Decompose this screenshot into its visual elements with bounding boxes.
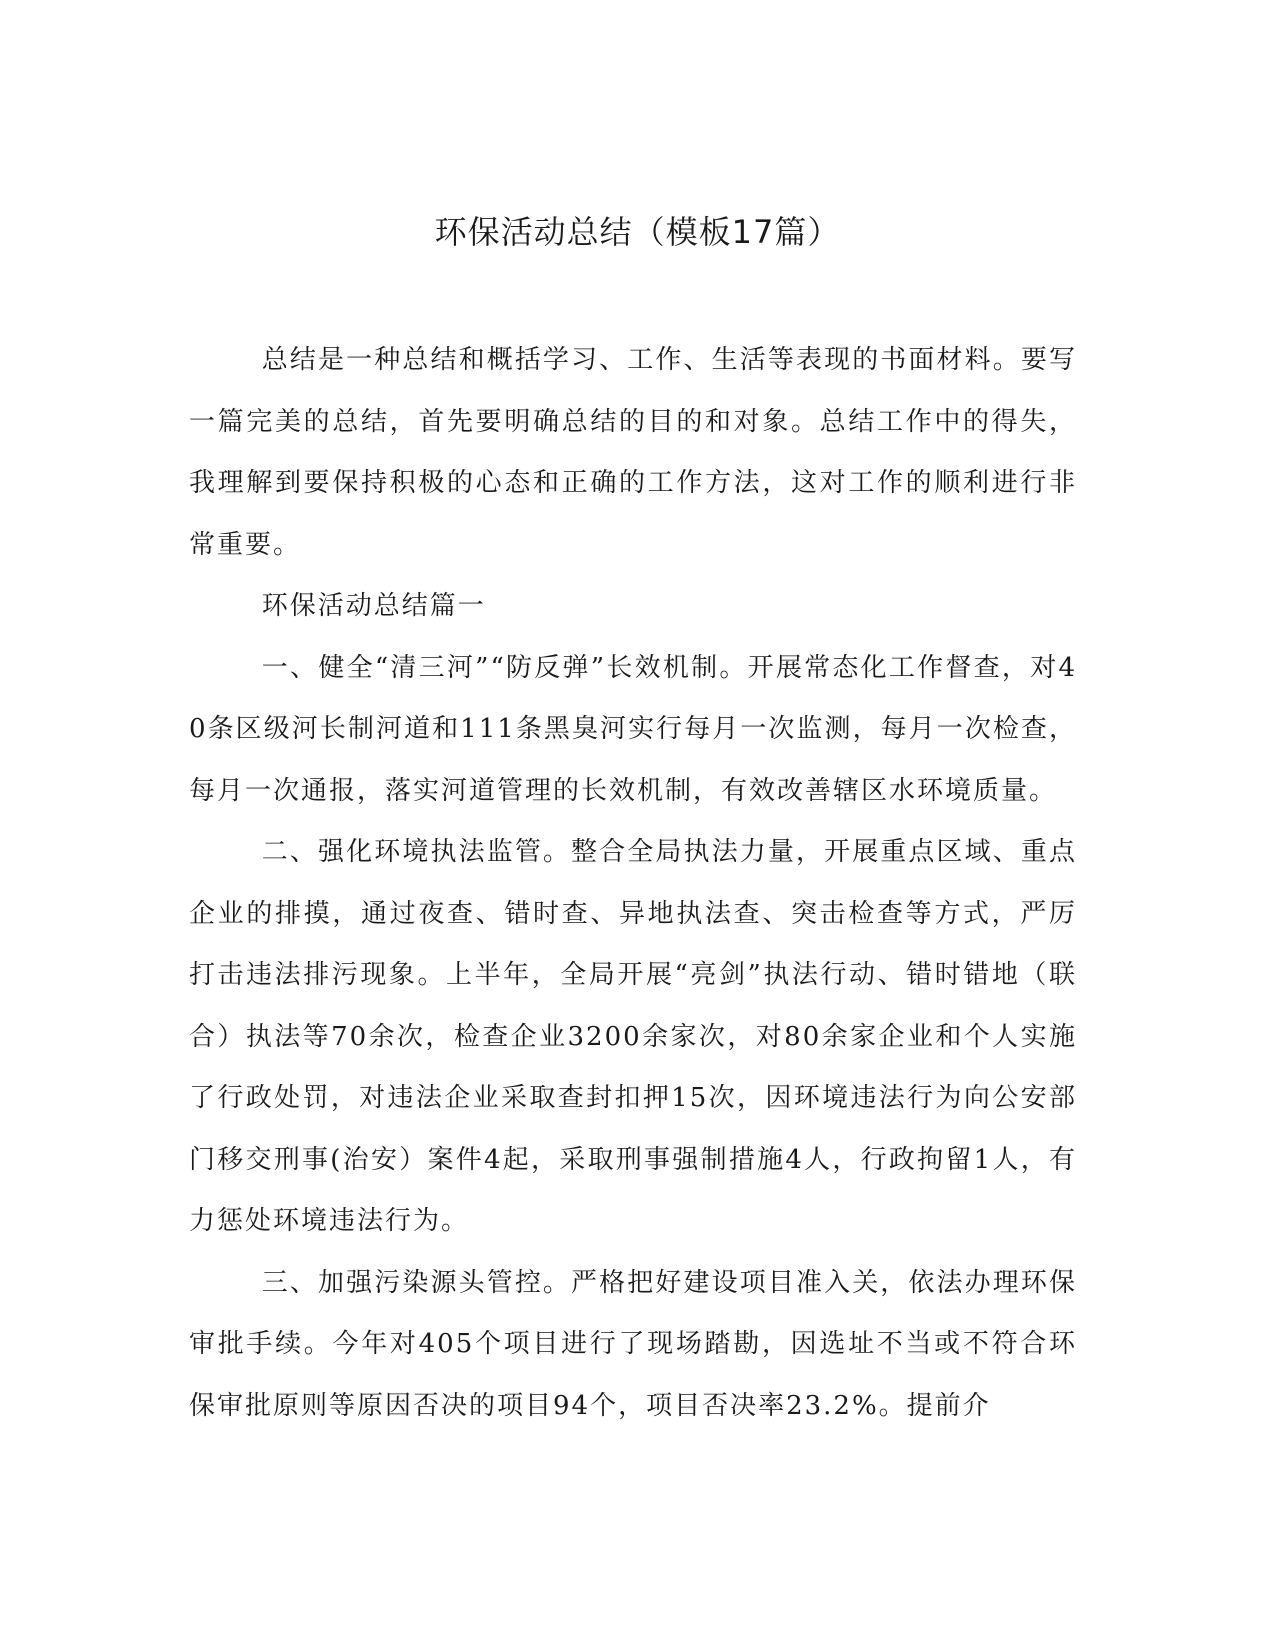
section-heading: 环保活动总结篇一 [261, 591, 486, 621]
paragraph-2: 二、强化环境执法监管。整合全局执法力量，开展重点区域、重点企业的排摸，通过夜查、错时查、异地执法查、突击检查等方式，严厉打击违法排污现象。上半年，全局开展“亮剑”执法行动、错时错地（联合）执法等70余次，检查企业3200余家次，对80余家企业和个人实施了行政处罚，对违法企业采取查封扣押15次，因环境违法行为向公安部门移交刑事(治安）案件4起，采取刑事强制措施4人，行政拘留1人，有力惩处环境违法行为。 [189, 837, 1077, 1236]
intro-paragraph: 总结是一种总结和概括学习、工作、生活等表现的书面材料。要写一篇完美的总结，首先要明确总结的目的和对象。总结工作中的得失，我理解到要保持积极的心态和正确的工作方法，这对工作的顺利进行非常重要。 [189, 345, 1077, 560]
paragraph-3: 三、加强污染源头管控。严格把好建设项目准入关，依法办理环保审批手续。今年对405个项目进行了现场踏勘，因选址不当或不符合环保审批原则等原因否决的项目94个，项目否决率23.2%。提前介 [189, 1267, 1077, 1421]
document-title: 环保活动总结（模板17篇） [434, 213, 841, 251]
paragraph-1: 一、健全“清三河”“防反弹”长效机制。开展常态化工作督查，对40条区级河长制河道和111条黑臭河实行每月一次监测，每月一次检查，每月一次通报，落实河道管理的长效机制，有效改善辖区水环境质量。 [189, 652, 1077, 806]
document-body [189, 330, 1077, 1437]
